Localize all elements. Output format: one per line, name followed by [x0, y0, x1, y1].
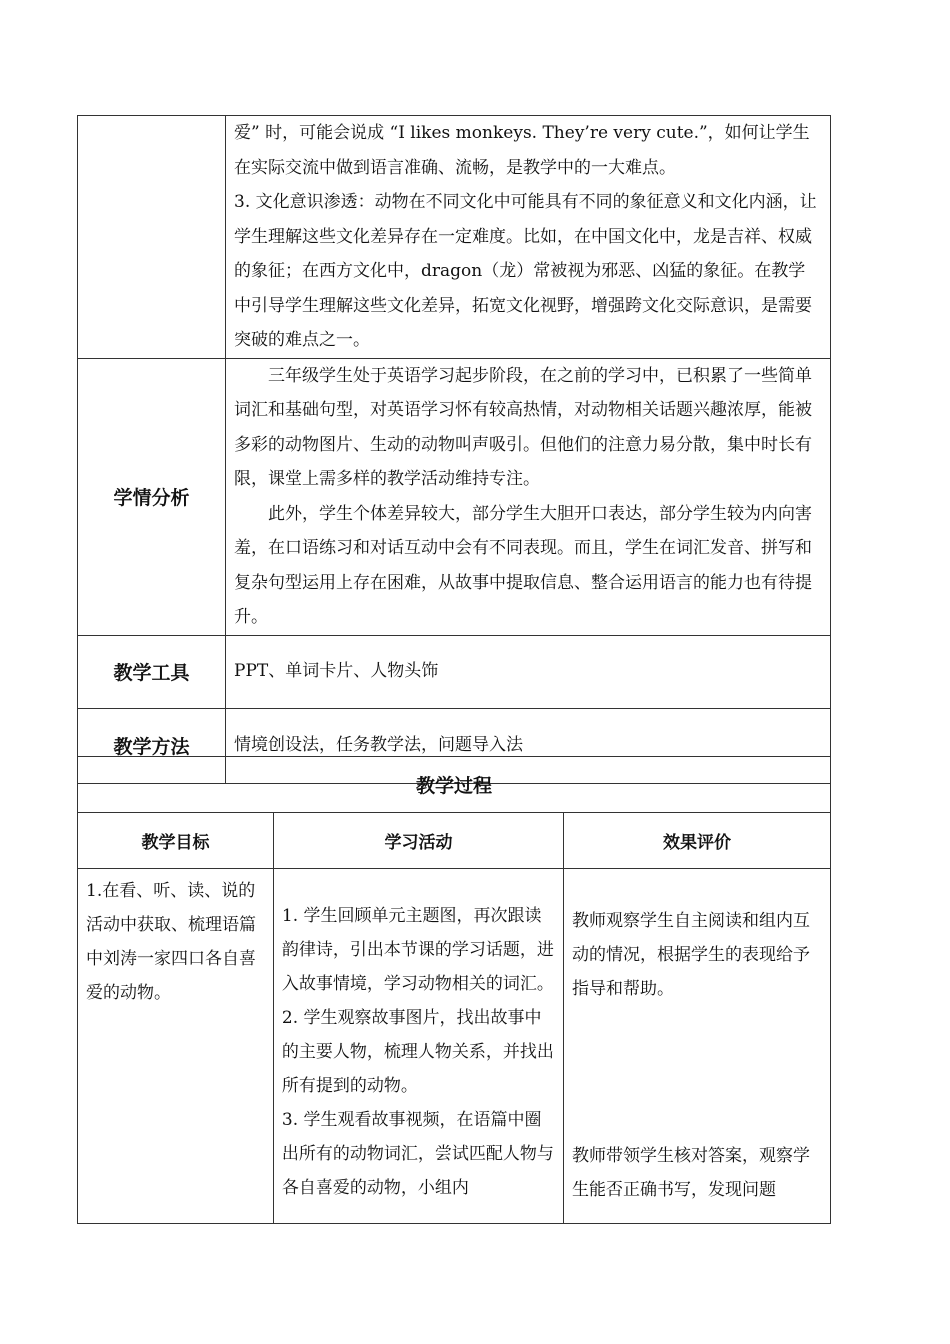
process-title-row — [78, 757, 831, 813]
process-header-row — [78, 813, 831, 869]
evaluation-item: 教师带领学生核对答案，观察学生能否正确书写，发现问题 — [571, 1146, 810, 1200]
learner-analysis-row — [78, 358, 831, 635]
lesson-plan-table — [77, 115, 831, 784]
header-activity: 学习活动 — [273, 813, 563, 869]
teaching-methods-value: 情境创设法，任务教学法，问题导入法 — [226, 708, 831, 783]
goal-text: 1.在看、听、读、说的活动中获取、梳理语篇中刘涛一家四口各自喜爱的动物。 — [86, 881, 256, 1003]
difficulty-label-cell — [78, 116, 226, 359]
teaching-tools-row — [78, 635, 831, 708]
activity-item: 2. 学生观察故事图片，找出故事中的主要人物，梳理人物关系，并找出所有提到的动物。 — [281, 1008, 554, 1096]
learner-analysis-paragraph: 三年级学生处于英语学习起步阶段，在之前的学习中，已积累了一些简单词汇和基础句型，对英语学习怀有较高热情，对动物相关话题兴趣浓厚，能被多彩的动物图片、生动的动物叫声吸引。但他们的注意力易分散，集中时长有限，课堂上需多样的教学活动维持专注。 — [234, 365, 812, 489]
difficulty-paragraph: 3. 文化意识渗透：动物在不同文化中可能具有不同的象征意义和文化内涵，让学生理解这些文化差异存在一定难度。比如，在中国文化中，龙是吉祥、权威的象征；在西方文化中，dragon（龙）常被视为邪恶、凶猛的象征。在教学中引导学生理解这些文化差异，拓宽文化视野，增强跨文化交际意识，是需要突破的难点之一。 — [234, 192, 817, 350]
teaching-process-table — [77, 756, 831, 1224]
header-goal: 教学目标 — [78, 813, 274, 869]
teaching-tools-label: 教学工具 — [78, 635, 226, 708]
teaching-tools-value: PPT、单词卡片、人物头饰 — [226, 635, 831, 708]
teaching-methods-label: 教学方法 — [78, 708, 226, 783]
difficulty-paragraph: 爱” 时，可能会说成 “I likes monkeys. They’re very cute.”，如何让学生在实际交流中做到语言准确、流畅，是教学中的一大难点。 — [234, 123, 810, 178]
header-evaluation: 效果评价 — [563, 813, 830, 869]
activity-item: 1. 学生回顾单元主题图，再次跟读韵律诗，引出本节课的学习话题，进入故事情境，学习动物相关的词汇。 — [281, 906, 554, 994]
learner-analysis-content — [226, 358, 831, 635]
learner-analysis-paragraph: 此外，学生个体差异较大，部分学生大胆开口表达，部分学生较为内向害羞，在口语练习和对话互动中会有不同表现。而且，学生在词汇发音、拼写和复杂句型运用上存在困难，从故事中提取信息、整合运用语言的能力也有待提升。 — [234, 503, 812, 627]
process-title: 教学过程 — [78, 757, 831, 813]
process-body-row — [78, 869, 831, 1224]
difficulty-row — [78, 116, 831, 359]
goal-cell — [78, 869, 274, 1224]
learner-analysis-label: 学情分析 — [78, 358, 226, 635]
activity-item: 3. 学生观看故事视频，在语篇中圈出所有的动物词汇，尝试匹配人物与各自喜爱的动物，小组内 — [281, 1110, 554, 1198]
evaluation-item: 教师观察学生自主阅读和组内互动的情况，根据学生的表现给予指导和帮助。 — [571, 911, 810, 999]
difficulty-content — [226, 116, 831, 359]
evaluation-cell — [563, 869, 830, 1224]
activity-cell — [273, 869, 563, 1224]
